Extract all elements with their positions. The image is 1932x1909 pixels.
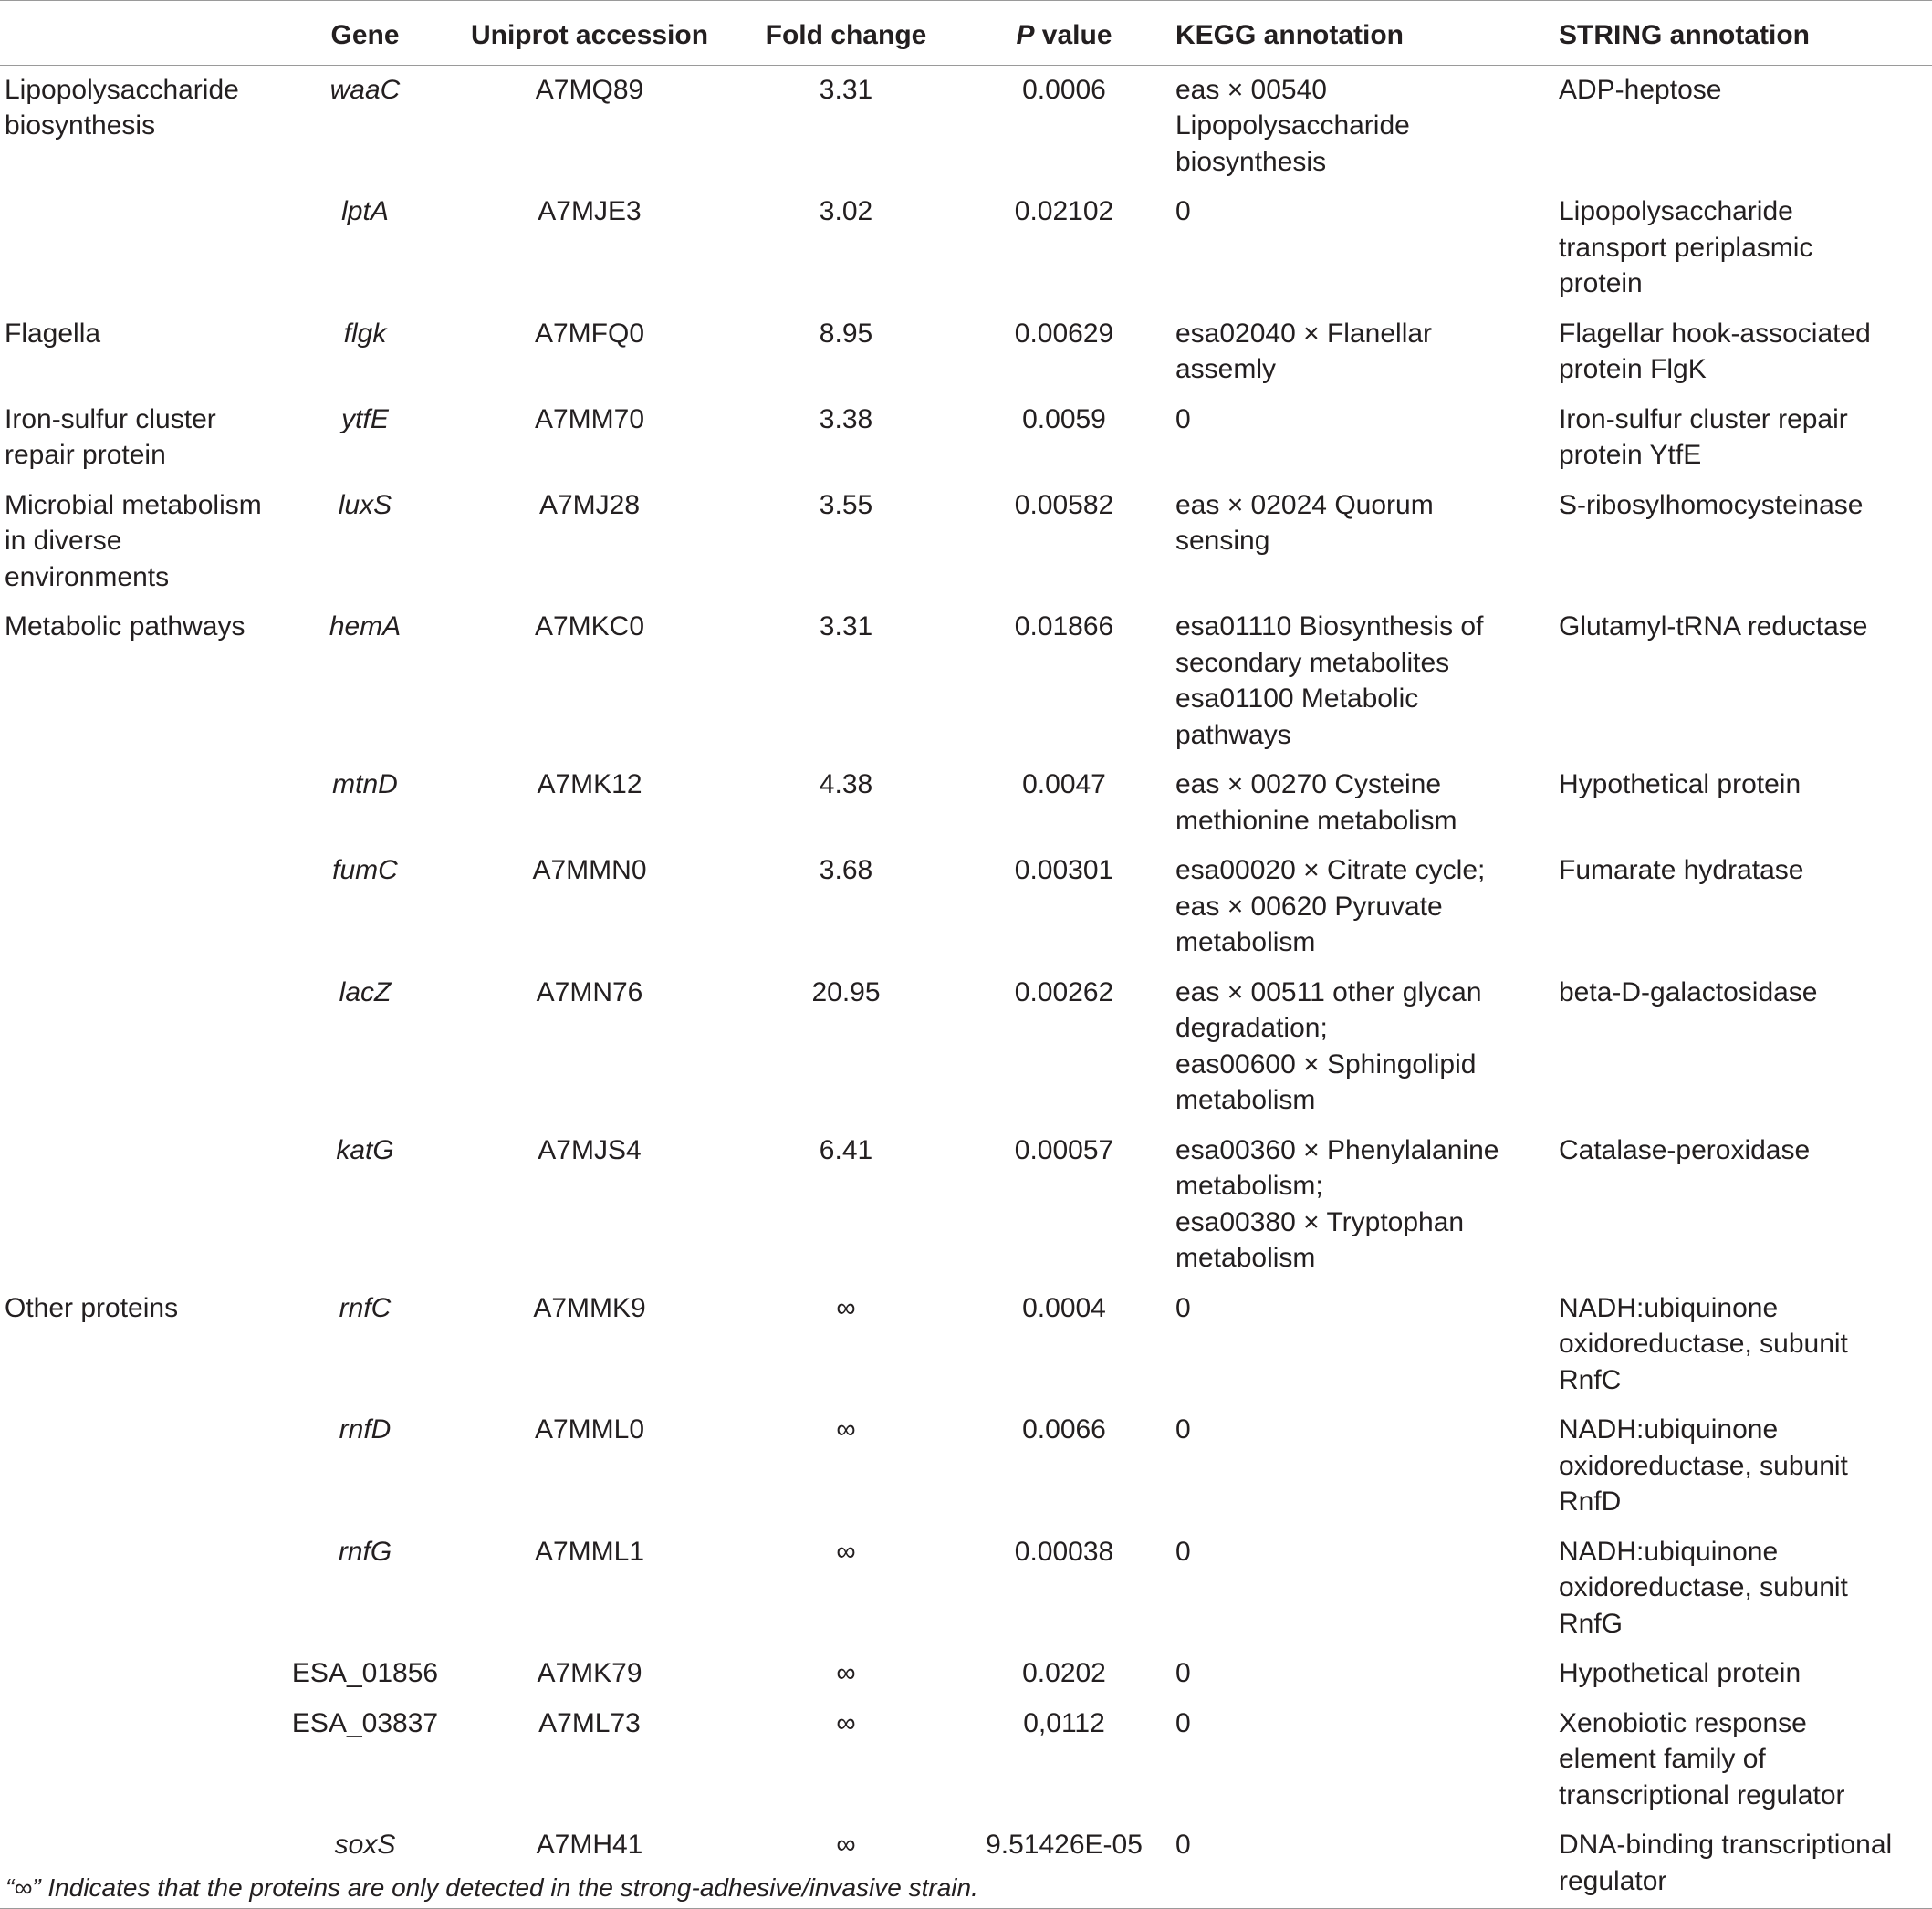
header-category: [0, 1, 283, 66]
cell-fold-change: ∞: [836, 1414, 856, 1445]
cell-gene: soxS: [334, 1830, 396, 1860]
cell-p-value: 0.0004: [1022, 1292, 1106, 1323]
cell-uniprot-accession: A7MML1: [534, 1536, 645, 1567]
cell-kegg-annotation: eas × 00270 Cysteine methionine metabolism: [1175, 769, 1457, 836]
cell-kegg-annotation: 0: [1175, 1707, 1191, 1738]
cell-kegg-annotation: 0: [1175, 1830, 1191, 1860]
cell-p-value: 0.0059: [1022, 403, 1106, 434]
cell-gene: fumC: [332, 855, 398, 885]
header-row: [0, 1, 1932, 66]
cell-kegg-annotation: esa01110 Biosynthesis of secondary metabolites esa01100 Metabolic pathways: [1175, 611, 1484, 750]
header-p-value: [960, 1, 1168, 66]
cell-uniprot-accession: A7MFQ0: [534, 318, 645, 349]
header-kegg-annotation: KEGG annotation: [1168, 1, 1551, 66]
table-row: [0, 968, 1932, 1126]
cell-kegg-annotation: 0: [1175, 403, 1191, 434]
cell-string-annotation: Glutamyl-tRNA reductase: [1559, 611, 1868, 642]
cell-category: Microbial metabolism in diverse environments: [5, 489, 262, 592]
table-row: [0, 846, 1932, 968]
cell-uniprot-accession: A7MK12: [537, 769, 642, 799]
cell-p-value: 0.00057: [1014, 1134, 1114, 1165]
cell-uniprot-accession: A7ML73: [538, 1707, 641, 1738]
header-string-annotation: STRING annotation: [1551, 1, 1932, 66]
cell-gene: luxS: [338, 489, 392, 520]
cell-fold-change: 4.38: [819, 769, 873, 799]
table-row: [0, 1284, 1932, 1406]
cell-fold-change: 3.31: [819, 611, 873, 642]
cell-gene: mtnD: [332, 769, 398, 799]
cell-category: [0, 760, 283, 846]
cell-string-annotation: NADH:ubiquinone oxidoreductase, subunit RnfD: [1559, 1414, 1848, 1517]
cell-p-value: 0,0112: [1023, 1707, 1105, 1738]
cell-string-annotation: Hypothetical protein: [1559, 769, 1801, 799]
cell-category: Lipopolysaccharide biosynthesis: [5, 74, 239, 141]
cell-category: [0, 968, 283, 1126]
table-row: [0, 1126, 1932, 1284]
cell-fold-change: ∞: [836, 1536, 856, 1567]
cell-uniprot-accession: A7MJ28: [538, 489, 641, 520]
cell-string-annotation: S-ribosylhomocysteinase: [1559, 489, 1864, 520]
table-row: [0, 760, 1932, 846]
cell-uniprot-accession: A7MH41: [536, 1830, 643, 1860]
cell-fold-change: 3.38: [819, 403, 873, 434]
cell-string-annotation: DNA-binding transcriptional regulator: [1559, 1830, 1893, 1896]
cell-uniprot-accession: A7MM70: [534, 403, 645, 434]
cell-string-annotation: Flagellar hook-associated protein FlgK: [1559, 318, 1871, 384]
header-fold-change: Fold change: [732, 1, 960, 66]
table-row: [0, 1649, 1932, 1699]
header-p-italic: P: [1016, 20, 1035, 50]
cell-uniprot-accession: A7MML0: [534, 1414, 645, 1445]
cell-category: Metabolic pathways: [5, 611, 245, 642]
cell-string-annotation: NADH:ubiquinone oxidoreductase, subunit RnfC: [1559, 1292, 1848, 1395]
cell-fold-change: 6.41: [819, 1134, 873, 1165]
cell-kegg-annotation: 0: [1175, 1658, 1191, 1688]
table-footnote: “∞” Indicates that the proteins are only detected in the strong-adhesive/invasive strain.: [5, 1873, 978, 1902]
cell-fold-change: ∞: [836, 1707, 856, 1738]
cell-string-annotation: NADH:ubiquinone oxidoreductase, subunit RnfG: [1559, 1536, 1848, 1639]
cell-p-value: 0.0202: [1022, 1658, 1106, 1688]
header-p-rest: value: [1034, 20, 1112, 50]
cell-p-value: 0.00038: [1014, 1536, 1114, 1567]
cell-uniprot-accession: A7MK79: [537, 1658, 642, 1688]
cell-p-value: 0.00629: [1014, 318, 1114, 349]
table-header: [0, 1, 1932, 66]
cell-gene: rnfC: [339, 1292, 392, 1323]
cell-uniprot-accession: A7MMK9: [533, 1292, 646, 1323]
cell-uniprot-accession: A7MN76: [536, 976, 643, 1007]
cell-gene: hemA: [329, 611, 402, 642]
cell-kegg-annotation: 0: [1175, 196, 1191, 226]
table-row: [0, 65, 1932, 187]
table-row: [0, 1405, 1932, 1528]
cell-fold-change: 8.95: [819, 318, 873, 349]
cell-category: [0, 1528, 283, 1650]
cell-string-annotation: Iron-sulfur cluster repair protein YtfE: [1559, 403, 1848, 470]
table-row: [0, 309, 1932, 395]
cell-gene: rnfG: [338, 1536, 392, 1567]
cell-p-value: 0.0047: [1022, 769, 1106, 799]
cell-fold-change: 3.68: [819, 855, 873, 885]
cell-category: Iron-sulfur cluster repair protein: [5, 403, 216, 470]
cell-gene: ESA_01856: [291, 1658, 439, 1688]
cell-kegg-annotation: esa00020 × Citrate cycle; eas × 00620 Pyruvate metabolism: [1175, 855, 1486, 957]
table-row: [0, 395, 1932, 481]
cell-p-value: 0.02102: [1014, 196, 1114, 226]
cell-gene: ytfE: [341, 403, 389, 434]
cell-kegg-annotation: esa02040 × Flanellar assemly: [1175, 318, 1433, 384]
cell-category: [0, 1126, 283, 1284]
cell-gene: lacZ: [339, 976, 392, 1007]
cell-kegg-annotation: eas × 02024 Quorum sensing: [1175, 489, 1434, 556]
cell-category: Other proteins: [5, 1292, 179, 1323]
cell-uniprot-accession: A7MJS4: [538, 1134, 642, 1165]
cell-kegg-annotation: 0: [1175, 1536, 1191, 1567]
cell-kegg-annotation: 0: [1175, 1414, 1191, 1445]
cell-p-value: 0.01866: [1014, 611, 1114, 642]
cell-uniprot-accession: A7MQ89: [535, 74, 644, 105]
cell-fold-change: 3.31: [819, 74, 873, 105]
cell-p-value: 0.0066: [1022, 1414, 1106, 1445]
cell-kegg-annotation: 0: [1175, 1292, 1191, 1323]
cell-gene: flgk: [343, 318, 387, 349]
header-gene: Gene: [283, 1, 447, 66]
cell-fold-change: 20.95: [811, 976, 881, 1007]
cell-gene: waaC: [329, 74, 401, 105]
table-row: [0, 1528, 1932, 1650]
table-row: [0, 187, 1932, 309]
cell-uniprot-accession: A7MMN0: [532, 855, 647, 885]
cell-fold-change: ∞: [836, 1292, 856, 1323]
table-body: [0, 65, 1932, 1909]
cell-fold-change: ∞: [836, 1658, 856, 1688]
cell-string-annotation: Xenobiotic response element family of transcriptional regulator: [1559, 1707, 1845, 1810]
cell-string-annotation: Fumarate hydratase: [1559, 855, 1804, 885]
cell-category: [0, 1699, 283, 1821]
cell-gene: lptA: [341, 196, 389, 226]
cell-gene: katG: [336, 1134, 394, 1165]
cell-kegg-annotation: eas × 00511 other glycan degradation; eas00600 × Sphingolipid metabolism: [1175, 976, 1482, 1115]
table-row: [0, 1699, 1932, 1821]
cell-string-annotation: Lipopolysaccharide transport periplasmic protein: [1559, 196, 1813, 298]
cell-category: [0, 1649, 283, 1699]
cell-string-annotation: beta-D-galactosidase: [1559, 976, 1818, 1007]
cell-gene: rnfD: [339, 1414, 392, 1445]
cell-string-annotation: ADP-heptose: [1559, 74, 1722, 105]
cell-p-value: 0.0006: [1022, 74, 1106, 105]
cell-uniprot-accession: A7MJE3: [538, 196, 642, 226]
cell-p-value: 0.00301: [1014, 855, 1114, 885]
cell-string-annotation: Hypothetical protein: [1559, 1658, 1801, 1688]
cell-gene: ESA_03837: [291, 1707, 439, 1738]
cell-category: [0, 1405, 283, 1528]
cell-string-annotation: Catalase-peroxidase: [1559, 1134, 1811, 1165]
cell-fold-change: ∞: [836, 1830, 856, 1860]
cell-fold-change: 3.02: [819, 196, 873, 226]
cell-uniprot-accession: A7MKC0: [534, 611, 645, 642]
cell-category: Flagella: [5, 318, 101, 349]
table-row: [0, 602, 1932, 760]
cell-kegg-annotation: eas × 00540 Lipopolysaccharide biosynthesis: [1175, 74, 1410, 177]
cell-category: [0, 846, 283, 968]
table-row: [0, 481, 1932, 603]
cell-kegg-annotation: esa00360 × Phenylalanine metabolism; esa00380 × Tryptophan metabolism: [1175, 1134, 1499, 1273]
cell-p-value: 0.00262: [1014, 976, 1114, 1007]
cell-fold-change: 3.55: [819, 489, 873, 520]
cell-category: [0, 187, 283, 309]
cell-p-value: 0.00582: [1014, 489, 1114, 520]
header-uniprot-accession: Uniprot accession: [447, 1, 732, 66]
cell-p-value: 9.51426E-05: [986, 1830, 1143, 1860]
